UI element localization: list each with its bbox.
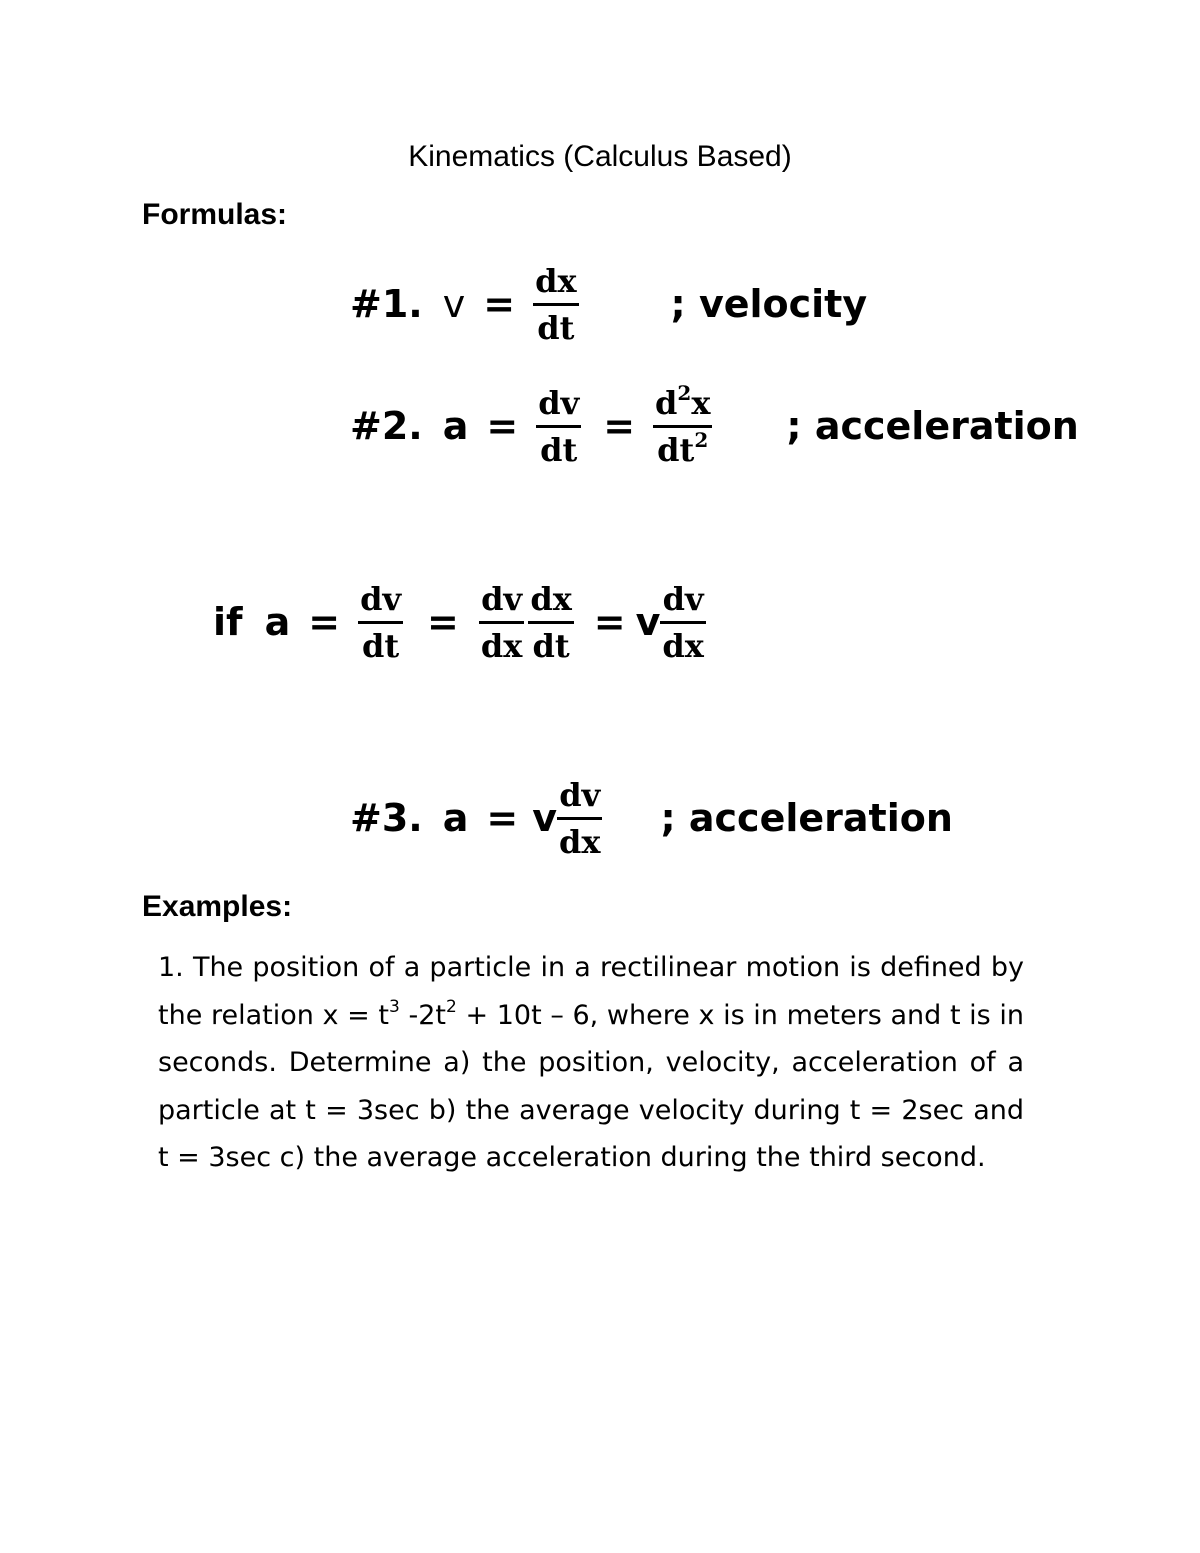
fraction-denominator: dt (540, 430, 578, 469)
formula-2 (350, 380, 1079, 472)
derivation-fraction-4 (660, 579, 705, 665)
derivation-fraction-3 (528, 579, 573, 665)
example-1-problem: 1. The position of a particle in a rectilinear motion is defined by the relation $x = t^3$ $-2t^2 + 10t - 6$, where x is in meters and t is in seconds. Determine a) the position, velocity, acceleration of a particle at t = 3sec b) the average velocity during t = 2sec and t = 3sec c) the average acceleration during the third second. (158, 952, 1025, 1173)
fraction-denominator: dx (662, 626, 704, 665)
formula-3-v: v (532, 796, 557, 840)
formula-1-equals: = (483, 282, 516, 326)
fraction-numerator: dv (538, 383, 580, 422)
formula-1-lhs: v (442, 282, 466, 326)
formula-2-equals: = (486, 404, 519, 448)
formula-1-fraction (533, 261, 578, 347)
fraction-numerator: dv (662, 579, 704, 618)
formula-3-fraction (557, 775, 602, 861)
derivation-formula (213, 576, 706, 668)
fraction-numerator: dv (360, 579, 402, 618)
fraction-numerator: dx (535, 261, 577, 300)
formula-3-lhs: a (442, 796, 469, 840)
formula-2-description: ; acceleration (786, 404, 1079, 448)
formula-1 (350, 258, 867, 350)
derivation-v: v (635, 600, 661, 644)
formula-3-description: ; acceleration (660, 796, 953, 840)
fraction-denominator: dx (559, 822, 601, 861)
formula-3-equals: = (486, 796, 519, 840)
formula-1-label: #1. (350, 282, 423, 326)
formula-2-fraction-1 (536, 383, 581, 469)
derivation-if: if (213, 600, 243, 644)
derivation-fraction-2 (479, 579, 524, 665)
fraction-numerator: dv (559, 775, 601, 814)
fraction-numerator: dx (530, 579, 572, 618)
derivation-equals: = (308, 600, 341, 644)
formula-2-fraction-2 (653, 380, 712, 469)
derivation-equals-3: = (593, 600, 626, 644)
fraction-numerator: dv (481, 579, 523, 618)
fraction-denominator: dt (532, 626, 570, 665)
fraction-numerator: $d^2x$ (655, 380, 711, 422)
fraction-denominator: dx (480, 626, 523, 665)
derivation-lhs: a (264, 600, 291, 644)
page-title: Kinematics (Calculus Based) (408, 140, 792, 173)
fraction-denominator: dt (361, 626, 400, 665)
formula-2-lhs: a (442, 404, 469, 448)
formula-1-description: ; velocity (670, 282, 868, 326)
formula-2-equals-2: = (603, 404, 636, 448)
formulas-heading: Formulas: (142, 198, 288, 231)
examples-heading: Examples: (142, 890, 293, 923)
derivation-equals-2: = (427, 600, 459, 644)
formula-3 (350, 772, 953, 864)
fraction-denominator: dt (537, 308, 575, 347)
formula-2-label: #2. (350, 404, 423, 448)
fraction-denominator: $dt^2$ (657, 427, 709, 469)
formula-3-label: #3. (350, 796, 423, 840)
derivation-fraction-1 (358, 579, 403, 665)
